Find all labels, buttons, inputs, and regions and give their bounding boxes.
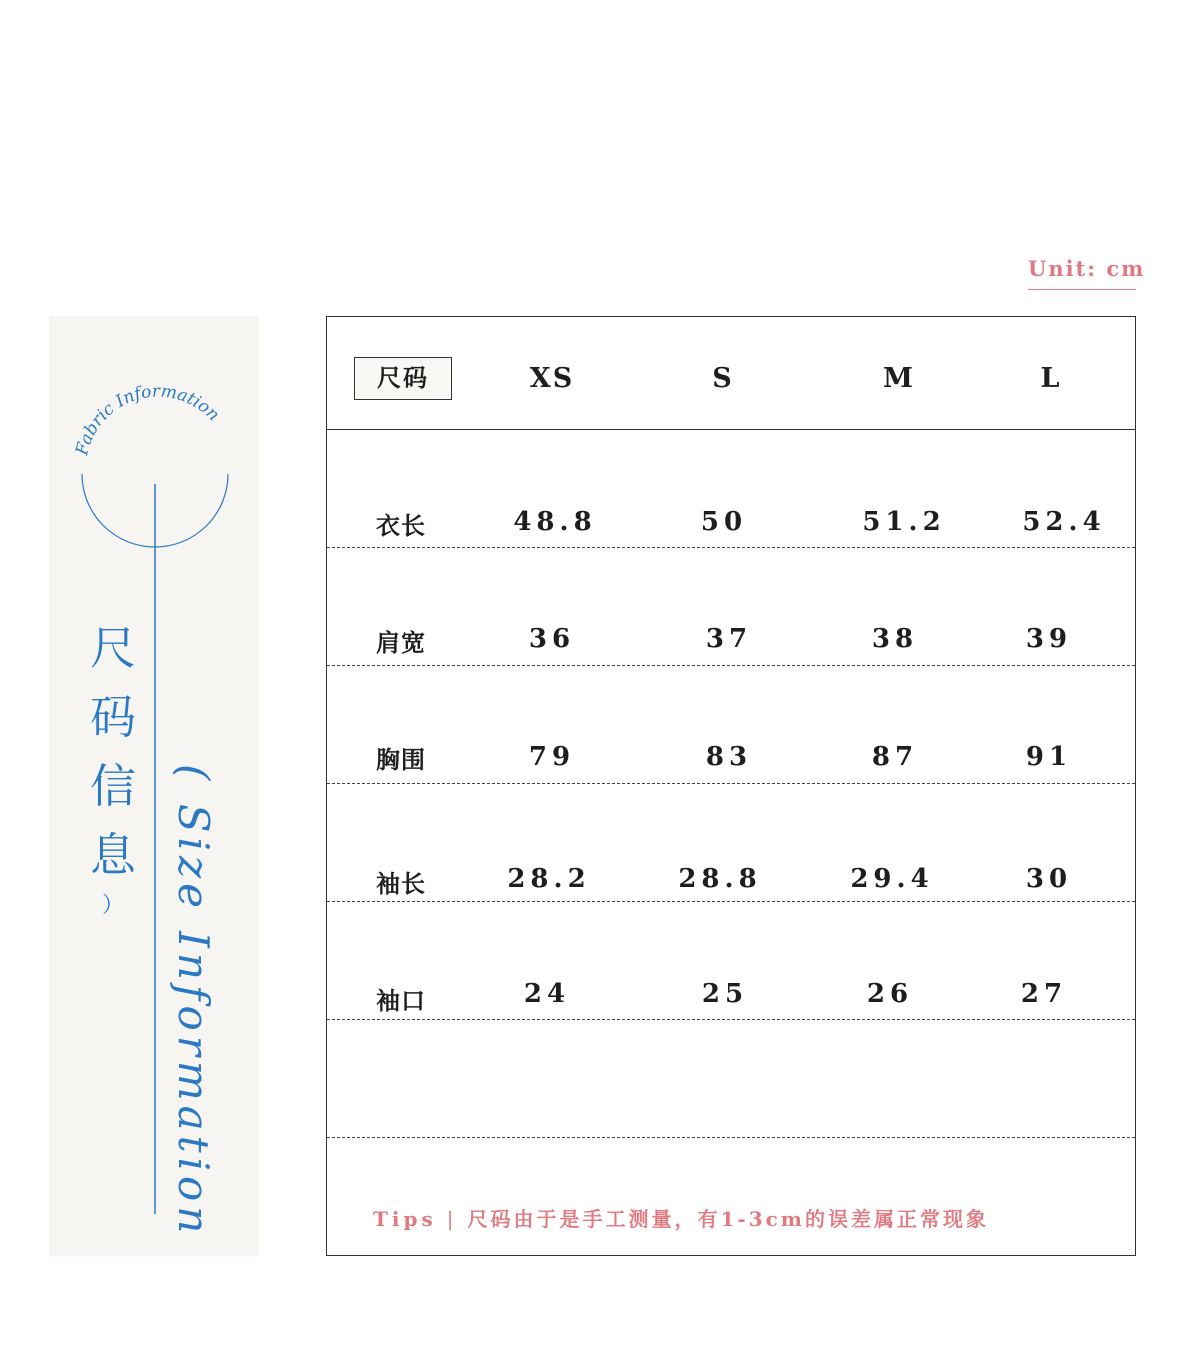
cell-length-m: 51.2	[862, 507, 946, 537]
column-header-s: S	[712, 363, 734, 394]
tips-text: 尺码由于是手工测量，有1-3cm的误差属正常现象	[467, 1207, 989, 1231]
tips-separator: |	[446, 1207, 454, 1231]
cell-cuff-m: 26	[866, 979, 914, 1009]
title-char: 尺	[90, 621, 136, 675]
row-divider	[327, 1137, 1135, 1138]
unit-label: Unit: cm	[1028, 256, 1136, 290]
size-information-vertical-text: ( Size Information	[169, 764, 218, 1239]
side-panel-decoration	[49, 316, 259, 1256]
row-divider	[327, 783, 1135, 784]
row-divider	[327, 1019, 1135, 1020]
cell-shoulder-l: 39	[1025, 624, 1073, 654]
row-label-chest: 胸围	[376, 745, 426, 774]
header-divider	[327, 429, 1135, 430]
cell-cuff-l: 27	[1020, 979, 1068, 1009]
cell-chest-l: 91	[1025, 742, 1073, 772]
cell-chest-s: 83	[705, 742, 753, 772]
cell-cuff-xs: 24	[523, 979, 571, 1009]
cell-shoulder-s: 37	[705, 624, 753, 654]
cell-length-s: 50	[700, 507, 748, 537]
cell-length-xs: 48.8	[513, 507, 597, 537]
size-corner-label: 尺码	[354, 357, 452, 400]
cell-chest-xs: 79	[528, 742, 576, 772]
cell-shoulder-xs: 36	[528, 624, 576, 654]
column-header-m: M	[883, 363, 915, 394]
row-label-length: 衣长	[376, 511, 426, 540]
cell-chest-m: 87	[871, 742, 919, 772]
column-header-xs: XS	[529, 363, 575, 394]
title-char: 码	[90, 690, 136, 744]
row-label-cuff: 袖口	[376, 986, 426, 1015]
cell-sleeve-m: 29.4	[850, 864, 934, 894]
row-label-shoulder: 肩宽	[376, 628, 426, 657]
cell-sleeve-l: 30	[1025, 864, 1073, 894]
size-info-side-panel	[49, 316, 259, 1256]
row-label-sleeve: 袖长	[376, 869, 426, 898]
column-header-l: L	[1040, 363, 1062, 394]
row-divider	[327, 665, 1135, 666]
tips-label: Tips	[373, 1207, 437, 1231]
cell-shoulder-m: 38	[871, 624, 919, 654]
fabric-information-arc-text: Fabric Information	[72, 381, 224, 458]
title-char: 信	[90, 759, 136, 813]
cell-cuff-s: 25	[701, 979, 749, 1009]
row-divider	[327, 547, 1135, 548]
size-chart-table	[326, 316, 1136, 1256]
size-info-title	[89, 614, 137, 890]
title-char: 息	[90, 828, 136, 882]
cell-sleeve-s: 28.8	[678, 864, 762, 894]
cell-length-l: 52.4	[1022, 507, 1106, 537]
row-divider	[327, 901, 1135, 902]
title-paren-close: ）	[101, 893, 124, 918]
cell-sleeve-xs: 28.2	[507, 864, 591, 894]
tips-note	[373, 1203, 989, 1232]
